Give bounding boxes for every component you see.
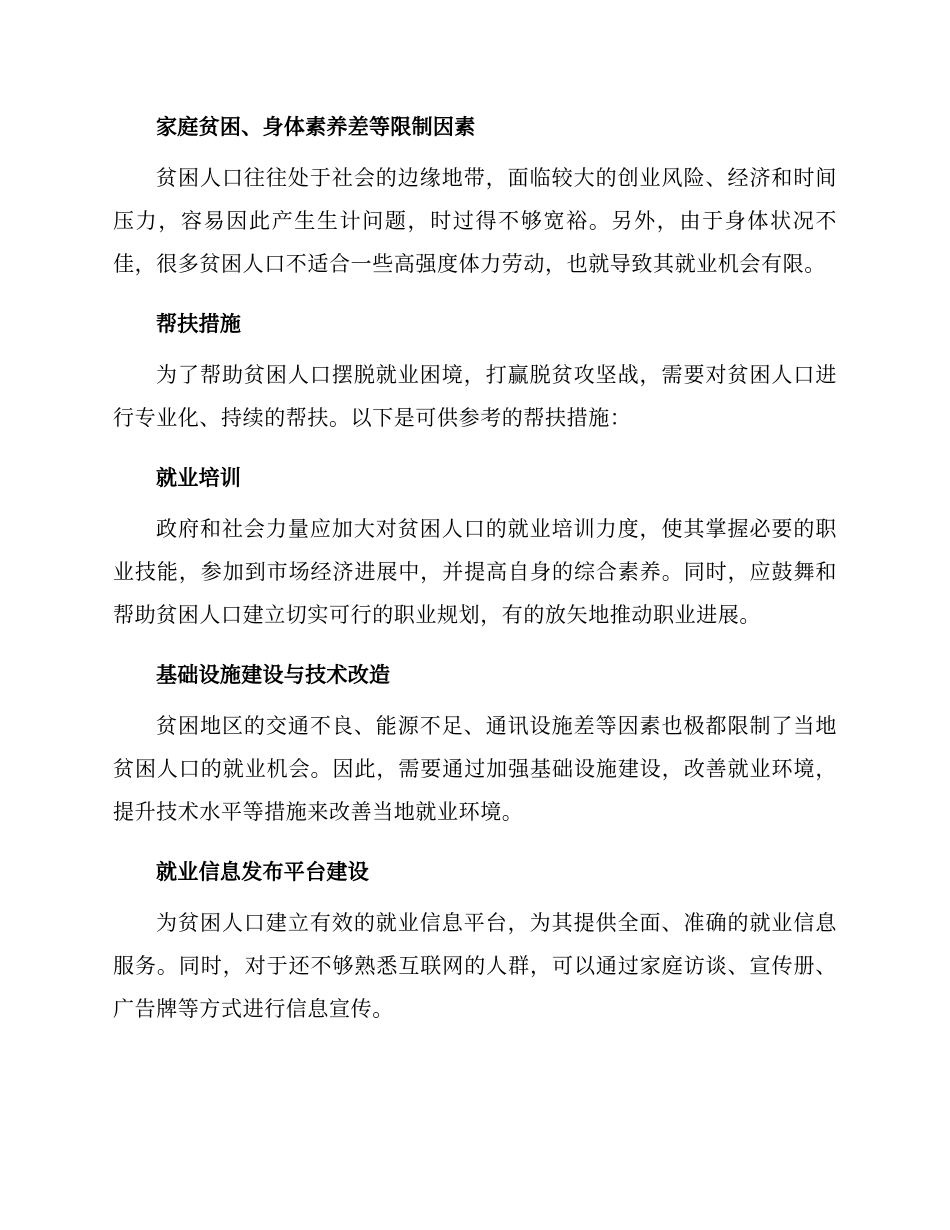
section-paragraph-infrastructure: 贫困地区的交通不良、能源不足、通讯设施差等因素也极都限制了当地贫困人口的就业机会。因此，需要通过加强基础设施建设，改善就业环境，提升技术水平等措施来改善当地就业环境。 [113, 714, 837, 824]
section-heading-info-platform: 就业信息发布平台建设 [156, 860, 369, 884]
section-heading-employment-training: 就业培训 [156, 466, 242, 490]
section-paragraph-assistance-measures: 为了帮助贫困人口摆脱就业困境，打赢脱贫攻坚战，需要对贫困人口进行专业化、持续的帮扶。以下是可供参考的帮扶措施： [113, 363, 837, 430]
section-paragraph-info-platform: 为贫困人口建立有效的就业信息平台，为其提供全面、准确的就业信息服务。同时，对于还不够熟悉互联网的人群，可以通过家庭访谈、宣传册、广告牌等方式进行信息宣传。 [113, 911, 837, 1021]
section-paragraph-employment-training: 政府和社会力量应加大对贫困人口的就业培训力度，使其掌握必要的职业技能，参加到市场经济进展中，并提高自身的综合素养。同时，应鼓舞和帮助贫困人口建立切实可行的职业规划，有的放矢地推动职业进展。 [113, 517, 837, 627]
section-heading-assistance-measures: 帮扶措施 [156, 312, 242, 336]
section-heading-infrastructure: 基础设施建设与技术改造 [156, 663, 391, 687]
section-paragraph-family-poverty: 贫困人口往往处于社会的边缘地带，面临较大的创业风险、经济和时间压力，容易因此产生生计问题，时过得不够宽裕。另外，由于身体状况不佳，很多贫困人口不适合一些高强度体力劳动，也就导致其就业机会有限。 [113, 166, 837, 276]
section-heading-family-poverty: 家庭贫困、身体素养差等限制因素 [156, 115, 476, 139]
